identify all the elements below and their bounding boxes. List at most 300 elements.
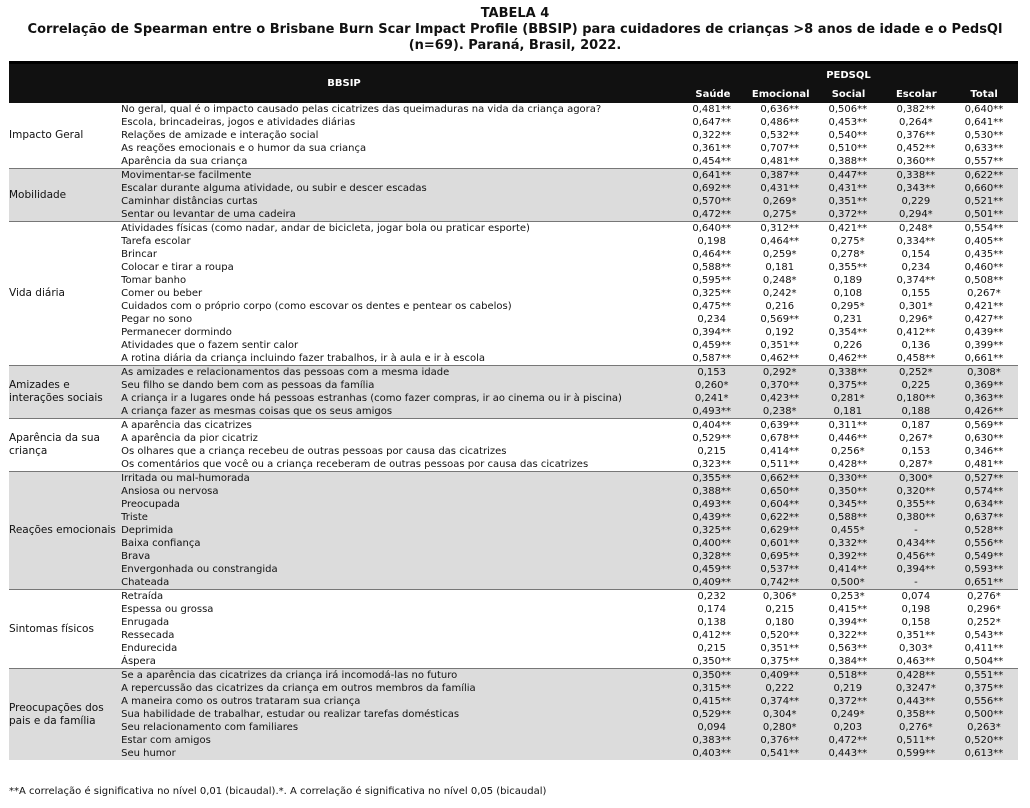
table-row: [9, 485, 1018, 498]
value-total: 0,276*: [950, 590, 1018, 604]
value-emocional: 0,695**: [746, 550, 814, 563]
value-total: 0,296*: [967, 604, 1001, 615]
value-escolar: 0,599**: [882, 747, 950, 760]
item-label: Endurecida: [121, 643, 178, 654]
value-emocional: 0,238*: [746, 405, 814, 419]
value-social: 0,253*: [814, 590, 882, 604]
value-total: 0,549**: [950, 550, 1018, 563]
value-emocional: 0,622**: [746, 511, 814, 524]
table-row: [9, 300, 1018, 313]
value-total: 0,641**: [964, 117, 1004, 128]
item-label: Os olhares que a criança recebeu de outras pessoas por causa das cicatrizes: [121, 446, 507, 457]
value-saude: 0,647**: [692, 117, 731, 128]
table-row: [9, 458, 1018, 472]
item-label: Chateada: [121, 576, 678, 590]
value-total: 0,435**: [964, 249, 1004, 260]
value-emocional: 0,180: [765, 617, 795, 628]
table-header: [9, 64, 1018, 103]
value-emocional: 0,292*: [746, 366, 814, 380]
value-total: 0,637**: [950, 511, 1018, 524]
value-escolar: 0,303*: [899, 643, 933, 654]
value-saude: 0,404**: [678, 419, 746, 433]
item-label: Comer ou beber: [121, 288, 203, 299]
value-total: 0,267*: [967, 288, 1001, 299]
table-row: [9, 721, 1018, 734]
value-saude: 0,454**: [692, 156, 731, 167]
value-saude: 0,529**: [678, 708, 746, 721]
table-row: [9, 432, 1018, 445]
domain-label: Aparência da sua criança: [9, 419, 121, 472]
value-emocional: 0,414**: [760, 446, 800, 457]
value-saude: 0,493**: [678, 498, 746, 511]
value-escolar: 0,351**: [896, 630, 936, 641]
value-escolar: 0,380**: [882, 511, 950, 524]
value-total: 0,426**: [950, 405, 1018, 419]
value-social: 0,446**: [828, 433, 868, 444]
item-label: Permanecer dormindo: [121, 327, 232, 338]
value-total: 0,527**: [950, 472, 1018, 486]
value-escolar: 0,300*: [882, 472, 950, 486]
table-row: [9, 537, 1018, 550]
table-row: [9, 642, 1018, 655]
item-label: Aparência da sua criança: [121, 156, 248, 167]
value-social: 0,295*: [830, 301, 865, 312]
table-row: [9, 287, 1018, 300]
table-row: [9, 747, 1018, 760]
item-label: No geral, qual é o impacto causado pelas cicatrizes das queimaduras na vida da criança agora?: [121, 104, 602, 115]
value-escolar: 0,382**: [896, 104, 936, 115]
item-label: Ansiosa ou nervosa: [121, 485, 678, 498]
value-saude: 0,472**: [678, 208, 746, 222]
value-social: 0,345**: [814, 498, 882, 511]
item-label: Brava: [121, 550, 678, 563]
value-saude: 0,322**: [692, 130, 731, 141]
value-emocional: 0,375**: [760, 656, 800, 667]
value-social: 0,428**: [828, 459, 868, 470]
item-label: Sua habilidade de trabalhar, estudar ou realizar tarefas domésticas: [121, 708, 678, 721]
table-row: [9, 352, 1018, 366]
value-emocional: 0,192: [765, 327, 795, 338]
value-total: 0,500**: [950, 708, 1018, 721]
value-escolar: 0,296*: [899, 314, 933, 325]
value-social: 0,332**: [814, 537, 882, 550]
value-social: 0,181: [814, 405, 882, 419]
item-label: Baixa confiança: [121, 537, 678, 550]
value-escolar: 0,287*: [899, 459, 933, 470]
value-escolar: 0,248*: [882, 222, 950, 236]
value-escolar: 0,458**: [896, 353, 936, 364]
value-social: 0,518**: [814, 669, 882, 683]
footnote: **A correlação é significativa no nível 0,01 (bicaudal).*. A correlação é significativa no nível 0,05 (bicaudal): [9, 786, 547, 797]
table-row: [9, 195, 1018, 208]
value-social: 0,510**: [828, 143, 868, 154]
value-escolar: -: [882, 524, 950, 537]
value-escolar: 0,376**: [896, 130, 936, 141]
table-row: [9, 603, 1018, 616]
item-label: Atividades físicas (como nadar, andar de bicicleta, jogar bola ou praticar esporte): [121, 222, 678, 236]
item-label: A criança fazer as mesmas coisas que os seus amigos: [121, 405, 678, 419]
value-escolar: 0,374**: [896, 275, 936, 286]
table-subtitle: Correlação de Spearman entre o Brisbane Burn Scar Impact Profile (BBSIP) para cuidadores de crianças >8 anos de idade e o PedsQl (n=69). Paraná, Brasil, 2022.: [27, 22, 1003, 53]
value-emocional: 0,662**: [746, 472, 814, 486]
item-label: Tomar banho: [121, 275, 187, 286]
value-escolar: 0,452**: [896, 143, 936, 154]
table-row: [9, 142, 1018, 155]
value-emocional: 0,181: [765, 262, 795, 273]
value-social: 0,372**: [814, 695, 882, 708]
col-social: Social: [831, 89, 866, 100]
value-emocional: 0,259*: [762, 249, 797, 260]
item-label: A repercussão das cicatrizes da criança em outros membros da família: [121, 682, 678, 695]
value-social: 0,322**: [828, 630, 868, 641]
table-row: [9, 208, 1018, 222]
table-row: [9, 222, 1018, 236]
value-social: 0,500*: [814, 576, 882, 590]
value-emocional: 0,541**: [746, 747, 814, 760]
table-row: [9, 445, 1018, 458]
value-social: 0,415**: [828, 604, 868, 615]
item-label: Irritada ou mal-humorada: [121, 472, 678, 486]
value-total: 0,630**: [964, 433, 1004, 444]
value-saude: 0,350**: [678, 669, 746, 683]
table-row: [9, 616, 1018, 629]
value-emocional: 0,222: [746, 682, 814, 695]
table-row: [9, 261, 1018, 274]
value-escolar: 0,428**: [882, 669, 950, 683]
value-escolar: 0,264*: [899, 117, 933, 128]
value-saude: 0,153: [678, 366, 746, 380]
value-saude: 0,403**: [678, 747, 746, 760]
value-total: 0,421**: [964, 301, 1004, 312]
value-social: 0,330**: [814, 472, 882, 486]
item-label: Triste: [121, 511, 678, 524]
value-emocional: 0,216: [765, 301, 795, 312]
value-emocional: 0,423**: [746, 392, 814, 405]
header-bbsip: BBSIP: [327, 78, 361, 89]
value-escolar: 0,463**: [896, 656, 936, 667]
table-row: [9, 576, 1018, 590]
value-escolar: 0,338**: [882, 169, 950, 183]
value-saude: 0,388**: [678, 485, 746, 498]
value-escolar: 0,434**: [882, 537, 950, 550]
value-total: 0,375**: [950, 682, 1018, 695]
value-saude: 0,409**: [678, 576, 746, 590]
item-label: Se a aparência das cicatrizes da criança irá incomodá-las no futuro: [121, 669, 678, 683]
value-social: 0,351**: [814, 195, 882, 208]
value-escolar: 0,155: [901, 288, 931, 299]
value-social: 0,275*: [830, 236, 865, 247]
value-escolar: 0,267*: [899, 433, 933, 444]
value-saude: 0,138: [697, 617, 726, 628]
value-emocional: 0,464**: [760, 236, 800, 247]
table-row: [9, 734, 1018, 747]
value-saude: 0,692**: [678, 182, 746, 195]
value-emocional: 0,601**: [746, 537, 814, 550]
value-total: 0,557**: [964, 156, 1004, 167]
value-emocional: 0,742**: [746, 576, 814, 590]
domain-label: Vida diária: [9, 222, 121, 366]
value-saude: 0,198: [697, 236, 726, 247]
value-escolar: 0,3247*: [882, 682, 950, 695]
value-total: 0,634**: [950, 498, 1018, 511]
value-emocional: 0,481**: [760, 156, 800, 167]
value-social: 0,431**: [814, 182, 882, 195]
value-social: 0,231: [833, 314, 863, 325]
value-social: 0,506**: [828, 104, 868, 115]
value-emocional: 0,351**: [760, 643, 800, 654]
header-pedsql: PEDSQL: [826, 70, 871, 81]
value-escolar: 0,334**: [896, 236, 936, 247]
value-escolar: 0,394**: [882, 563, 950, 576]
value-total: 0,399**: [964, 340, 1004, 351]
value-social: 0,108: [833, 288, 863, 299]
table-row: [9, 563, 1018, 576]
value-social: 0,447**: [814, 169, 882, 183]
item-label: A aparência das cicatrizes: [121, 419, 678, 433]
value-emocional: 0,569**: [760, 314, 800, 325]
value-escolar: 0,234: [901, 262, 931, 273]
value-total: 0,481**: [964, 459, 1004, 470]
value-social: 0,392**: [814, 550, 882, 563]
domain-label: Impacto Geral: [9, 129, 84, 141]
table-body: [9, 103, 1018, 760]
value-saude: 0,361**: [692, 143, 731, 154]
col-emocional: Emocional: [751, 89, 810, 100]
item-label: Enrugada: [121, 617, 170, 628]
value-emocional: 0,370**: [746, 379, 814, 392]
col-total: Total: [970, 89, 998, 100]
item-label: Retraída: [121, 590, 678, 604]
table-row: [9, 366, 1018, 380]
value-social: 0,256*: [830, 446, 865, 457]
table-row: [9, 511, 1018, 524]
domain-label: Mobilidade: [9, 169, 121, 222]
value-saude: 0,232: [678, 590, 746, 604]
value-escolar: 0,294*: [882, 208, 950, 222]
value-saude: 0,587**: [692, 353, 731, 364]
item-label: Ressecada: [121, 630, 175, 641]
value-total: 0,640**: [964, 104, 1004, 115]
value-emocional: 0,604**: [746, 498, 814, 511]
value-total: 0,660**: [950, 182, 1018, 195]
value-saude: 0,174: [697, 604, 726, 615]
table-row: [9, 339, 1018, 352]
item-label: Tarefa escolar: [121, 236, 191, 247]
value-emocional: 0,280*: [746, 721, 814, 734]
value-saude: 0,355**: [678, 472, 746, 486]
value-total: 0,521**: [950, 195, 1018, 208]
value-escolar: -: [882, 576, 950, 590]
value-emocional: 0,486**: [760, 117, 800, 128]
value-social: 0,588**: [814, 511, 882, 524]
table-row: [9, 590, 1018, 604]
table-row: [9, 550, 1018, 563]
correlation-table: [9, 61, 1018, 760]
item-label: Preocupada: [121, 498, 678, 511]
value-escolar: 0,154: [901, 249, 931, 260]
value-total: 0,574**: [950, 485, 1018, 498]
value-emocional: 0,275*: [746, 208, 814, 222]
value-total: 0,613**: [950, 747, 1018, 760]
item-label: As amizades e relacionamentos das pessoas com a mesma idade: [121, 366, 678, 380]
item-label: Relações de amizade e interação social: [121, 130, 319, 141]
item-label: Seu humor: [121, 747, 678, 760]
value-saude: 0,215: [697, 446, 726, 457]
value-saude: 0,328**: [678, 550, 746, 563]
item-label: Seu relacionamento com familiares: [121, 721, 678, 734]
value-emocional: 0,707**: [760, 143, 800, 154]
value-social: 0,472**: [814, 734, 882, 747]
value-emocional: 0,312**: [746, 222, 814, 236]
table-row: [9, 379, 1018, 392]
item-label: Estar com amigos: [121, 734, 678, 747]
table-row: [9, 129, 1018, 142]
value-total: 0,569**: [950, 419, 1018, 433]
value-total: 0,363**: [950, 392, 1018, 405]
value-total: 0,252*: [967, 617, 1001, 628]
value-saude: 0,394**: [692, 327, 731, 338]
value-saude: 0,570**: [678, 195, 746, 208]
value-saude: 0,529**: [692, 433, 731, 444]
item-label: Sentar ou levantar de uma cadeira: [121, 208, 678, 222]
table-row: [9, 313, 1018, 326]
domain-label: Reações emocionais: [9, 472, 121, 590]
value-escolar: 0,252*: [882, 366, 950, 380]
value-social: 0,226: [833, 340, 863, 351]
col-saude: Saúde: [695, 89, 731, 100]
value-escolar: 0,153: [901, 446, 931, 457]
item-label: Seu filho se dando bem com as pessoas da família: [121, 379, 678, 392]
item-label: Escola, brincadeiras, jogos e atividades diárias: [121, 117, 356, 128]
item-label: Caminhar distâncias curtas: [121, 195, 678, 208]
table-row: [9, 274, 1018, 287]
table-row: [9, 116, 1018, 129]
value-total: 0,508**: [964, 275, 1004, 286]
table-row: [9, 682, 1018, 695]
value-social: 0,189: [833, 275, 863, 286]
value-emocional: 0,215: [765, 604, 795, 615]
value-social: 0,388**: [828, 156, 868, 167]
value-total: 0,427**: [964, 314, 1004, 325]
item-label: Os comentários que você ou a criança receberam de outras pessoas por causa das cicatrizes: [121, 459, 589, 470]
value-social: 0,281*: [814, 392, 882, 405]
value-saude: 0,588**: [692, 262, 731, 273]
value-total: 0,308*: [950, 366, 1018, 380]
value-total: 0,346**: [964, 446, 1004, 457]
value-total: 0,263*: [950, 721, 1018, 734]
table-row: [9, 169, 1018, 183]
value-saude: 0,595**: [692, 275, 731, 286]
value-saude: 0,475**: [692, 301, 731, 312]
item-label: Envergonhada ou constrangida: [121, 563, 678, 576]
table-row: [9, 103, 1018, 116]
table-row: [9, 524, 1018, 537]
value-social: 0,421**: [814, 222, 882, 236]
value-social: 0,219: [814, 682, 882, 695]
table-row: [9, 182, 1018, 195]
value-emocional: 0,242*: [762, 288, 797, 299]
value-emocional: 0,409**: [746, 669, 814, 683]
value-emocional: 0,520**: [760, 630, 800, 641]
value-social: 0,355**: [828, 262, 868, 273]
value-saude: 0,241*: [678, 392, 746, 405]
table-row: [9, 695, 1018, 708]
value-saude: 0,315**: [678, 682, 746, 695]
header-columns: [679, 89, 1018, 100]
value-saude: 0,325**: [692, 288, 731, 299]
value-emocional: 0,306*: [746, 590, 814, 604]
table-row: [9, 472, 1018, 486]
item-label: Espessa ou grossa: [121, 604, 214, 615]
value-escolar: 0,188: [882, 405, 950, 419]
value-total: 0,504**: [964, 656, 1004, 667]
value-saude: 0,325**: [678, 524, 746, 537]
table-row: [9, 405, 1018, 419]
value-saude: 0,459**: [692, 340, 731, 351]
value-total: 0,554**: [950, 222, 1018, 236]
value-saude: 0,094: [678, 721, 746, 734]
domain-label: Preocupações dos pais e da família: [9, 669, 121, 761]
table-row: [9, 235, 1018, 248]
value-social: 0,375**: [814, 379, 882, 392]
value-total: 0,439**: [964, 327, 1004, 338]
item-label: Deprimida: [121, 524, 678, 537]
value-saude: 0,493**: [678, 405, 746, 419]
value-emocional: 0,511**: [760, 459, 800, 470]
item-label: Cuidados com o próprio corpo (como escovar os dentes e pentear os cabelos): [121, 301, 512, 312]
value-saude: 0,383**: [678, 734, 746, 747]
domain-label: Sintomas físicos: [9, 590, 121, 669]
col-escolar: Escolar: [895, 89, 937, 100]
value-saude: 0,412**: [692, 630, 731, 641]
value-social: 0,350**: [814, 485, 882, 498]
value-social: 0,394**: [828, 617, 868, 628]
value-emocional: 0,639**: [746, 419, 814, 433]
item-label: A aparência da pior cicatriz: [121, 433, 258, 444]
value-social: 0,203: [814, 721, 882, 734]
value-emocional: 0,678**: [760, 433, 800, 444]
item-label: Áspera: [121, 656, 156, 667]
value-saude: 0,439**: [678, 511, 746, 524]
value-total: 0,530**: [964, 130, 1004, 141]
value-total: 0,405**: [964, 236, 1004, 247]
value-emocional: 0,629**: [746, 524, 814, 537]
value-total: 0,460**: [964, 262, 1004, 273]
value-total: 0,369**: [950, 379, 1018, 392]
value-escolar: 0,511**: [882, 734, 950, 747]
table-row: [9, 155, 1018, 169]
value-saude: 0,323**: [692, 459, 731, 470]
value-total: 0,651**: [950, 576, 1018, 590]
table-row: [9, 419, 1018, 433]
value-escolar: 0,276*: [882, 721, 950, 734]
value-total: 0,411**: [964, 643, 1004, 654]
value-social: 0,443**: [814, 747, 882, 760]
value-total: 0,633**: [964, 143, 1004, 154]
value-saude: 0,641**: [678, 169, 746, 183]
value-social: 0,249*: [814, 708, 882, 721]
value-social: 0,453**: [828, 117, 868, 128]
table-title: TABELA 4: [480, 6, 550, 21]
value-saude: 0,350**: [692, 656, 731, 667]
table-row: [9, 392, 1018, 405]
value-emocional: 0,248*: [762, 275, 797, 286]
table-row: [9, 655, 1018, 669]
value-emocional: 0,387**: [746, 169, 814, 183]
value-total: 0,622**: [950, 169, 1018, 183]
value-saude: 0,234: [697, 314, 726, 325]
value-total: 0,501**: [950, 208, 1018, 222]
